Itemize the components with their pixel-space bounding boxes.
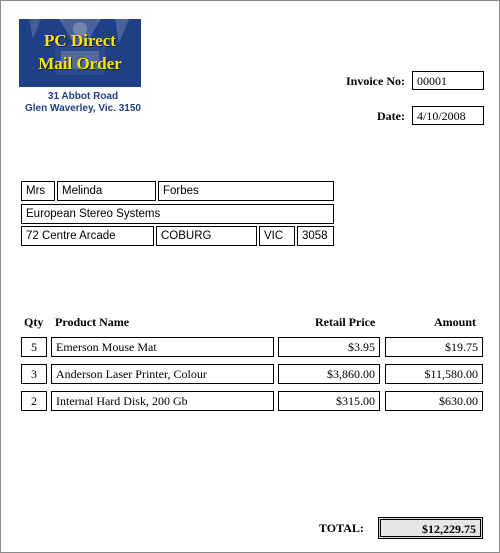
- item-amount-field[interactable]: $630.00: [385, 391, 483, 411]
- total-value: $12,229.75: [380, 519, 481, 537]
- customer-state-field[interactable]: VIC: [259, 226, 295, 246]
- item-price-field[interactable]: $3.95: [278, 337, 380, 357]
- customer-street-field[interactable]: 72 Centre Arcade: [21, 226, 154, 246]
- invoice-date-label: Date:: [377, 109, 405, 123]
- item-price-field[interactable]: $3,860.00: [278, 364, 380, 384]
- item-product-field[interactable]: Internal Hard Disk, 200 Gb: [51, 391, 274, 411]
- item-product-field[interactable]: Anderson Laser Printer, Colour: [51, 364, 274, 384]
- price-column-header: Retail Price: [315, 315, 376, 329]
- customer-first-name-field[interactable]: Melinda: [57, 181, 156, 201]
- logo-line-1: PC Direct: [44, 31, 116, 50]
- item-amount-field[interactable]: $19.75: [385, 337, 483, 357]
- total-label: TOTAL:: [319, 521, 364, 535]
- amount-column-header: Amount: [434, 315, 477, 329]
- item-product-field[interactable]: Emerson Mouse Mat: [51, 337, 274, 357]
- product-column-header: Product Name: [55, 315, 130, 329]
- company-address-line-1: 31 Abbot Road: [47, 91, 119, 102]
- logo-graphic: [19, 19, 141, 87]
- item-price-field[interactable]: $315.00: [278, 391, 380, 411]
- invoice-number-label: Invoice No:: [346, 74, 405, 88]
- item-qty-field[interactable]: 2: [21, 391, 47, 411]
- company-logo: [19, 19, 141, 87]
- item-amount-field[interactable]: $11,580.00: [385, 364, 483, 384]
- customer-suburb-field[interactable]: COBURG: [156, 226, 257, 246]
- item-qty-field[interactable]: 3: [21, 364, 47, 384]
- customer-company-field[interactable]: European Stereo Systems: [21, 204, 334, 224]
- item-qty-field[interactable]: 5: [21, 337, 47, 357]
- total-field[interactable]: [378, 517, 483, 539]
- customer-title-field[interactable]: Mrs: [21, 181, 55, 201]
- customer-last-name-field[interactable]: Forbes: [158, 181, 334, 201]
- qty-column-header: Qty: [24, 315, 44, 329]
- invoice-number-field[interactable]: 00001: [412, 71, 484, 90]
- customer-postcode-field[interactable]: 3058: [297, 226, 334, 246]
- invoice-date-field[interactable]: 4/10/2008: [412, 106, 484, 125]
- logo-line-2: Mail Order: [38, 54, 122, 73]
- company-address-line-2: Glen Waverley, Vic. 3150: [25, 103, 141, 114]
